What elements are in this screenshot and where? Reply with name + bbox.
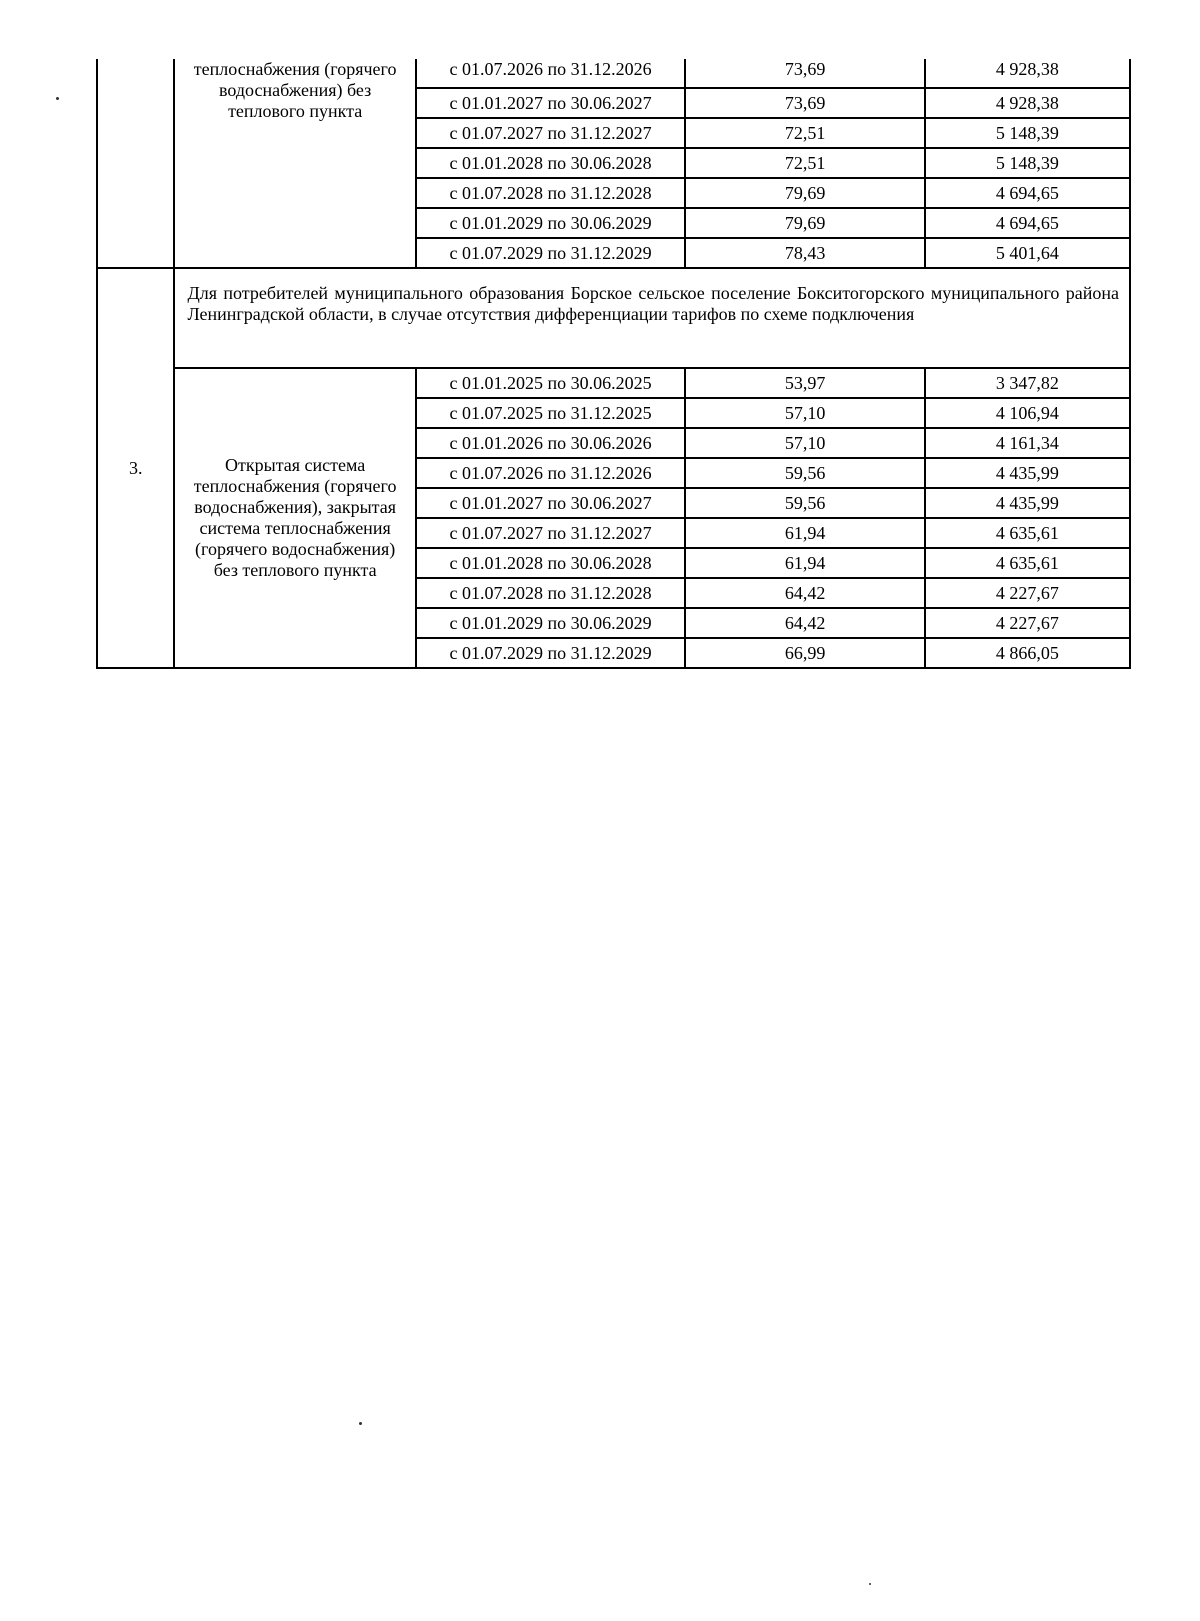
tariff-value-cell: 53,97 — [685, 368, 924, 398]
period-cell: с 01.07.2028 по 31.12.2028 — [416, 578, 686, 608]
tariff-value-cell: 79,69 — [685, 178, 924, 208]
period-cell: с 01.01.2027 по 30.06.2027 — [416, 88, 686, 118]
period-cell: с 01.01.2029 по 30.06.2029 — [416, 208, 686, 238]
table-row — [97, 59, 1130, 88]
section-header-row — [97, 268, 1130, 368]
tariff-value-cell: 61,94 — [685, 548, 924, 578]
tariff-value-cell: 4 161,34 — [925, 428, 1130, 458]
scan-speck — [359, 1422, 362, 1425]
tariff-value-cell: 59,56 — [685, 488, 924, 518]
tariff-value-cell: 64,42 — [685, 578, 924, 608]
period-cell: с 01.07.2026 по 31.12.2026 — [416, 458, 686, 488]
period-cell: с 01.07.2029 по 31.12.2029 — [416, 238, 686, 268]
period-cell: с 01.07.2026 по 31.12.2026 — [416, 59, 686, 88]
tariff-value-cell: 4 866,05 — [925, 638, 1130, 668]
period-cell: с 01.01.2028 по 30.06.2028 — [416, 548, 686, 578]
tariff-value-cell: 64,42 — [685, 608, 924, 638]
period-cell: с 01.07.2025 по 31.12.2025 — [416, 398, 686, 428]
system-type-text: Открытая система теплоснабжения (горячего водоснабжения), закрытая система теплоснабжения (горячего водоснабжения) без теплового пункта — [193, 455, 397, 580]
tariff-value-cell: 4 435,99 — [925, 488, 1130, 518]
period-cell: с 01.07.2027 по 31.12.2027 — [416, 518, 686, 548]
tariff-value-cell: 4 227,67 — [925, 578, 1130, 608]
tariff-value-cell: 5 401,64 — [925, 238, 1130, 268]
tariff-value-cell: 72,51 — [685, 118, 924, 148]
tariff-value-cell: 5 148,39 — [925, 118, 1130, 148]
section-number: 3. — [97, 268, 174, 668]
period-cell: с 01.01.2029 по 30.06.2029 — [416, 608, 686, 638]
system-type-text: теплоснабжения (горячего водоснабжения) без теплового пункта — [193, 59, 397, 121]
period-cell: с 01.01.2026 по 30.06.2026 — [416, 428, 686, 458]
tariff-value-cell: 73,69 — [685, 88, 924, 118]
section-header-text: Для потребителей муниципального образования Борское сельское поселение Бокситогорского муниципального района Ленинградской области, в случае отсутствия дифференциации тарифов по схеме подключения — [174, 268, 1130, 368]
tariff-value-cell: 4 694,65 — [925, 208, 1130, 238]
tariff-value-cell: 61,94 — [685, 518, 924, 548]
tariff-value-cell: 57,10 — [685, 428, 924, 458]
tariff-value-cell: 4 694,65 — [925, 178, 1130, 208]
number-cell-empty — [97, 59, 174, 268]
period-cell: с 01.01.2025 по 30.06.2025 — [416, 368, 686, 398]
tariff-value-cell: 4 106,94 — [925, 398, 1130, 428]
period-cell: с 01.07.2027 по 31.12.2027 — [416, 118, 686, 148]
table-row — [97, 368, 1130, 398]
system-type-cell — [174, 59, 415, 268]
tariff-value-cell: 3 347,82 — [925, 368, 1130, 398]
tariff-value-cell: 5 148,39 — [925, 148, 1130, 178]
tariff-value-cell: 73,69 — [685, 59, 924, 88]
tariff-value-cell: 4 635,61 — [925, 518, 1130, 548]
tariff-value-cell: 78,43 — [685, 238, 924, 268]
system-type-cell — [174, 368, 415, 668]
scan-speck — [56, 97, 59, 100]
tariff-value-cell: 4 227,67 — [925, 608, 1130, 638]
tariff-value-cell: 4 635,61 — [925, 548, 1130, 578]
tariff-value-cell: 59,56 — [685, 458, 924, 488]
tariff-value-cell: 4 928,38 — [925, 88, 1130, 118]
tariff-value-cell: 4 928,38 — [925, 59, 1130, 88]
scan-speck — [869, 1583, 871, 1585]
tariff-table — [96, 59, 1131, 669]
period-cell: с 01.01.2027 по 30.06.2027 — [416, 488, 686, 518]
tariff-value-cell: 66,99 — [685, 638, 924, 668]
period-cell: с 01.07.2029 по 31.12.2029 — [416, 638, 686, 668]
tariff-value-cell: 72,51 — [685, 148, 924, 178]
tariff-value-cell: 57,10 — [685, 398, 924, 428]
tariff-value-cell: 4 435,99 — [925, 458, 1130, 488]
tariff-value-cell: 79,69 — [685, 208, 924, 238]
period-cell: с 01.01.2028 по 30.06.2028 — [416, 148, 686, 178]
period-cell: с 01.07.2028 по 31.12.2028 — [416, 178, 686, 208]
